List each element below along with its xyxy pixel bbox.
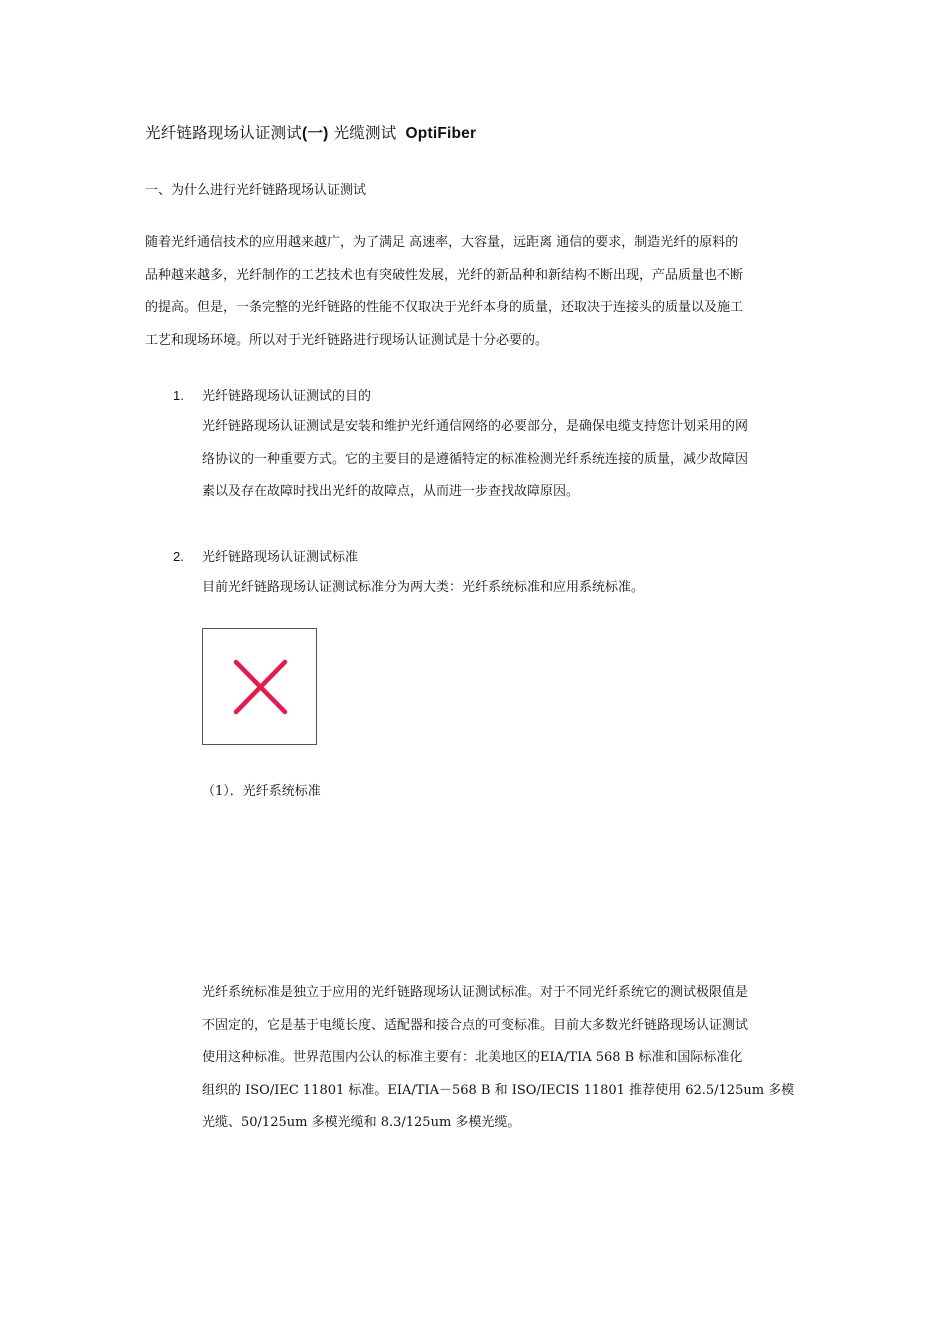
- standards-line: 组织的 ISO/IEC 11801 标准。EIA/TIA－568 B 和 ISO/IECIS 11801 推荐使用 62.5/125um 多模: [202, 1082, 795, 1098]
- item-1-body: [202, 411, 748, 509]
- item-1-line: 光纤链路现场认证测试是安装和维护光纤通信网络的必要部分，是确保电缆支持您计划采用的网: [202, 419, 749, 434]
- item-2-title: 光纤链路现场认证测试标准: [202, 550, 359, 565]
- title-sub: 光缆测试: [333, 124, 397, 142]
- item-1-number: 1.: [173, 388, 184, 403]
- item-2-line: 目前光纤链路现场认证测试标准分为两大类：光纤系统标准和应用系统标准。: [202, 580, 645, 595]
- item-1-line: 素以及存在故障时找出光纤的故障点，从而进一步查找故障原因。: [202, 484, 580, 499]
- standards-line: 使用这种标准。世界范围内公认的标准主要有：北美地区的EIA/TIA 568 B 标准和国际标准化: [202, 1050, 743, 1065]
- intro-line: 品种越来越多，光纤制作的工艺技术也有突破性发展，光纤的新品种和新结构不断出现，产品质量也不断: [145, 267, 744, 283]
- item-2-number: 2.: [173, 549, 184, 564]
- standards-line: 不固定的，它是基于电缆长度、适配器和接合点的可变标准。目前大多数光纤链路现场认证测试: [202, 1017, 749, 1033]
- item-1-heading: [173, 385, 372, 404]
- item-1-line: 络协议的一种重要方式。它的主要目的是遵循特定的标准检测光纤系统连接的质量，减少故障因: [202, 451, 749, 467]
- standards-line: 光纤系统标准是独立于应用的光纤链路现场认证测试标准。对于不同光纤系统它的测试极限值是: [202, 985, 749, 1000]
- item-2-body: [202, 572, 644, 605]
- standards-paragraph: [202, 977, 794, 1140]
- title-brand: OptiFiber: [405, 125, 477, 142]
- broken-image-icon: [203, 629, 316, 744]
- item-1-title: 光纤链路现场认证测试的目的: [202, 389, 372, 404]
- title-main: 光纤链路现场认证测试: [145, 124, 303, 142]
- document-title: [145, 121, 476, 143]
- intro-line: 的提高。但是，一条完整的光纤链路的性能不仅取决于光纤本身的质量，还取决于连接头的质量以及施工: [145, 300, 744, 315]
- title-paren: (一): [302, 125, 329, 142]
- intro-paragraph: [145, 227, 743, 357]
- intro-line: 工艺和现场环境。所以对于光纤链路进行现场认证测试是十分必要的。: [145, 332, 549, 348]
- broken-image-placeholder: [202, 628, 317, 745]
- sub-heading: （1）．光纤系统标准: [202, 784, 321, 799]
- standards-line: 光缆、50/125um 多模光缆和 8.3/125um 多模光缆。: [202, 1115, 521, 1130]
- item-2-heading: [173, 546, 359, 565]
- intro-line: 随着光纤通信技术的应用越来越广，为了满足 高速率，大容量，远距离 通信的要求，制造光纤的原料的: [145, 235, 739, 250]
- section-heading: 一、为什么进行光纤链路现场认证测试: [145, 183, 367, 198]
